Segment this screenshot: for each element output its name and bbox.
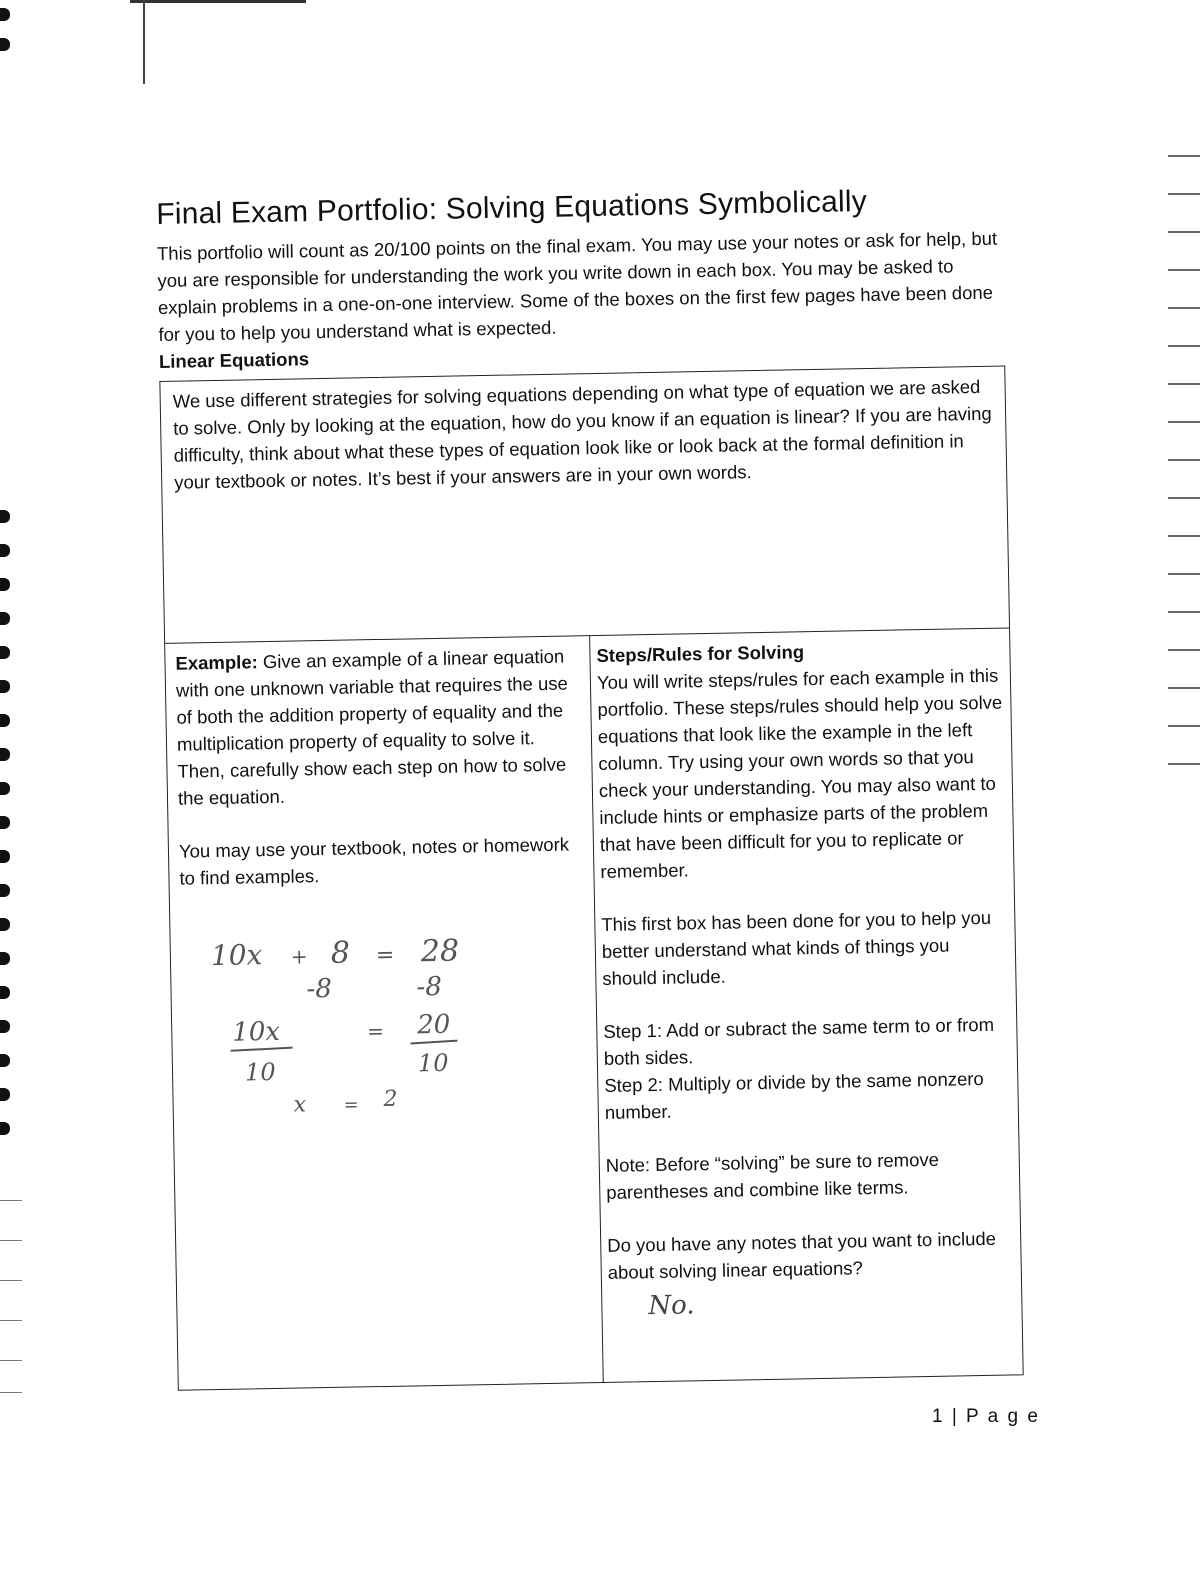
steps-instructions: You will write steps/rules for each example in this portfolio. These steps/rules should help you solve equations that look like the example in the left column. Try using your own words so that you check your understanding. You may also want to include hints or emphasize parts of the problem that have been difficult for you to replicate or remember. (596, 664, 1003, 882)
example-steps-row (165, 628, 1023, 1389)
step-2: Step 2: Multiply or divide by the same nonzero number. (604, 1067, 984, 1123)
hw-line1-lhs: 10x (210, 938, 263, 973)
portfolio-table (159, 365, 1023, 1390)
resources-note: You may use your textbook, notes or homework to find examples. (178, 833, 570, 889)
hw-fraction-bar-left (231, 1048, 293, 1051)
example-label: Example: (175, 651, 258, 674)
portfolio-page (156, 182, 1058, 1391)
solving-note: Note: Before “solving” be sure to remove parentheses and combine like terms. (605, 1148, 940, 1203)
step-1: Step 1: Add or subract the same term to or from both sides. (603, 1013, 995, 1069)
steps-box[interactable] (590, 628, 1023, 1382)
steps-heading: Steps/Rules for Solving (596, 641, 805, 667)
hw-line4-rhs: 10 (417, 1048, 449, 1078)
page-title: Final Exam Portfolio: Solving Equations Symbolically (156, 184, 868, 231)
hw-line3-eq: = (367, 1018, 385, 1044)
handwritten-solution (200, 928, 504, 1133)
hw-fraction-bar-right (410, 1041, 457, 1044)
linear-definition-box[interactable] (160, 366, 1009, 643)
hw-line1-eq: = (375, 942, 395, 969)
hw-line5-eq: = (343, 1094, 359, 1116)
hw-line1-plus: + (290, 944, 308, 969)
binder-holes (0, 0, 30, 1580)
right-edge-marks (1160, 0, 1200, 1580)
example-prompt: Give an example of a linear equation with one unknown variable that requires the use of both the addition property of equality and the multiplication property of equality to solve it. Then, carefully show each step on how to solve the equation. (175, 645, 568, 809)
example-box[interactable] (165, 636, 604, 1390)
hw-line2-rhs: -8 (416, 971, 443, 1003)
hw-line1-rhs: 28 (420, 933, 460, 970)
hw-line2-lhs: -8 (306, 973, 333, 1005)
intro-paragraph: This portfolio will count as 20/100 points on the final exam. You may use your notes or ask for help, but you are responsible for understanding the work you write down in each box. You may be asked to explain problems in a one-on-one interview. Some of the boxes on the first few pages have been done for you to help you understand what is expected. (156, 227, 998, 345)
hw-line5-var: x (293, 1092, 307, 1118)
notes-question: Do you have any notes that you want to include about solving linear equations? (607, 1227, 997, 1283)
scan-margin-line (143, 0, 145, 84)
top-prompt: We use different strategies for solving equations depending on what type of equation we are asked to solve. Only by looking at the equation, how do you know if an equation is linear? If you are having difficulty, think about what these types of equation look like or look back at the formal definition in your textbook or notes. It’s best if your answers are in your own words. (172, 375, 992, 493)
first-box-note: This first box has been done for you to help you better understand what kinds of things you should include. (601, 906, 992, 989)
page-number: 1 | P a g e (932, 1406, 1040, 1427)
section-heading: Linear Equations (158, 348, 310, 372)
hw-line4-lhs: 10 (244, 1057, 276, 1087)
hw-line1-const: 8 (330, 935, 351, 971)
scan-edge-line (130, 0, 306, 3)
handwritten-answer: No. (648, 1290, 695, 1322)
hw-line5-val: 2 (383, 1086, 398, 1112)
hw-line3-rhs: 20 (416, 1009, 451, 1041)
hw-line3-lhs: 10x (232, 1016, 281, 1048)
